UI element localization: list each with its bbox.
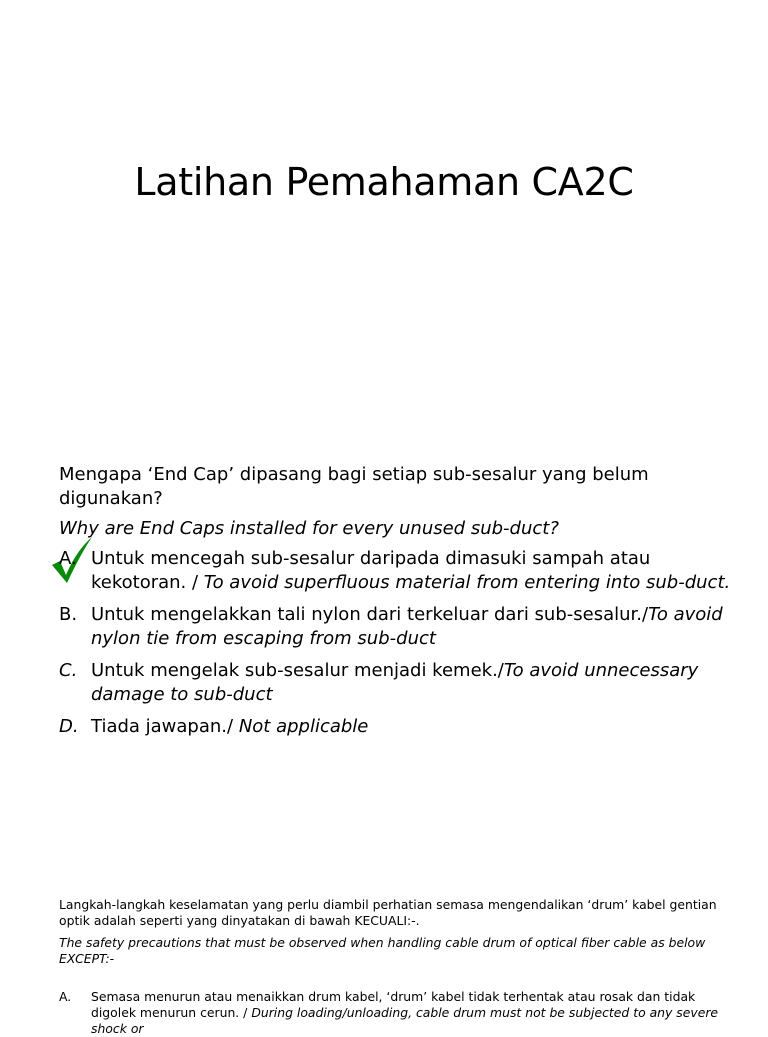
- option-text-en: During loading/unloading, cable drum must not be subjected to any severe shock or: [91, 1005, 719, 1036]
- option-text-en: To avoid nylon tie from escaping from sub-duct: [91, 604, 723, 649]
- option-letter: A.: [59, 548, 77, 569]
- question-1-text-ms: Mengapa ‘End Cap’ dipasang bagi setiap sub-sesalur yang belum digunakan?: [59, 464, 649, 509]
- option-a: [59, 547, 739, 595]
- option-letter: B.: [59, 604, 78, 625]
- question-2-option-a: [59, 989, 719, 1037]
- question-2: [59, 897, 719, 1037]
- option-text-ms: Untuk mengelak sub-sesalur menjadi kemek./: [91, 660, 504, 681]
- option-c: [59, 659, 739, 707]
- question-2-text-en: The safety precautions that must be observed when handling cable drum of optical fiber cable as below EXCEPT:-: [59, 935, 706, 966]
- option-text-en: To avoid superfluous material from entering into sub-duct.: [203, 572, 731, 593]
- option-b: [59, 603, 739, 651]
- option-text-ms: Tiada jawapan./: [91, 716, 239, 737]
- option-letter: A.: [59, 989, 72, 1004]
- option-text-ms: Semasa menurun atau menaikkan drum kabel, ‘drum’ kabel tidak terhentak atau rosak dan tidak digolek menurun cerun. /: [91, 989, 696, 1020]
- question-2-text-ms: Langkah-langkah keselamatan yang perlu diambil perhatian semasa mengendalikan ‘drum’ kabel gentian optik adalah seperti yang dinyatakan di bawah KECUALI:-.: [59, 897, 717, 928]
- option-text-ms: Untuk mengelakkan tali nylon dari terkeluar dari sub-sesalur./: [91, 604, 649, 625]
- slide-title: Latihan Pemahaman CA2C: [134, 160, 634, 204]
- option-text-en: Not applicable: [238, 716, 369, 737]
- question-1-text-en: Why are End Caps installed for every unused sub-duct?: [59, 518, 559, 539]
- option-d: [59, 715, 739, 739]
- option-letter: D.: [59, 716, 79, 737]
- option-text-en: To avoid unnecessary damage to sub-duct: [91, 660, 699, 705]
- option-text-ms: Untuk mencegah sub-sesalur daripada dimasuki sampah atau kekotoran. /: [91, 548, 651, 593]
- option-letter: C.: [59, 660, 78, 681]
- question-1: [59, 463, 739, 747]
